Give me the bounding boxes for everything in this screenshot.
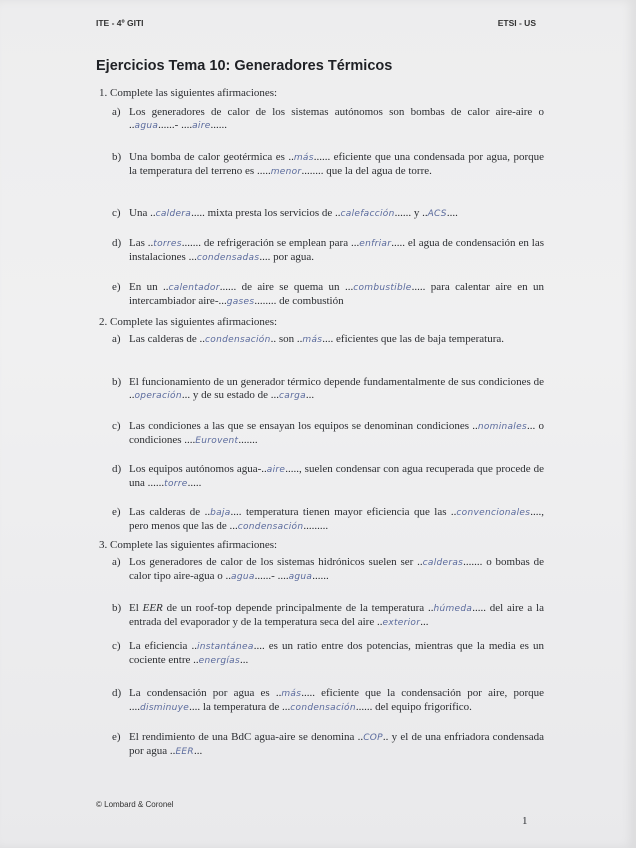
printed-text: ..... el agua de condensación en las instalaciones ... (129, 237, 544, 264)
printed-text: ......- .... (254, 570, 289, 583)
handwritten-answer: más (293, 153, 314, 163)
printed-text: Las calderas de .. (129, 506, 211, 518)
item-text (129, 106, 544, 134)
printed-text: ...... eficiente que una condensada por agua, porque la temperatura del terreno es ..... (129, 151, 544, 178)
exercise-item (112, 207, 544, 221)
printed-text: ........ de combustión (254, 295, 344, 308)
handwritten-answer: gases (226, 297, 255, 308)
printed-text: Los generadores de calor de los sistemas autónomos son bombas de calor aire-aire o .. (129, 106, 544, 132)
handwritten-answer: aire (192, 121, 211, 132)
printed-text: ....... o bombas de calor tipo aire-agua o .. (129, 556, 544, 583)
exercise-item (112, 506, 544, 535)
printed-text: .... temperatura tienen mayor eficiencia que las .. (230, 506, 457, 518)
printed-text: ....... de refrigeración se emplean para ... (181, 237, 360, 249)
printed-text: ...... (210, 119, 228, 132)
printed-text: La eficiencia .. (129, 640, 197, 652)
item-text (129, 151, 544, 180)
item-text (129, 237, 544, 266)
exercise-item (112, 687, 544, 716)
handwritten-answer: condensación (237, 522, 304, 533)
printed-text: ... (305, 389, 315, 402)
exercise-item (112, 106, 544, 134)
printed-text: ......... (303, 520, 329, 533)
printed-text: ... (193, 745, 203, 758)
printed-text: ....., suelen condensar con agua recuperada que procede de una ...... (129, 463, 544, 490)
handwritten-answer: agua (134, 121, 159, 132)
exercise-item (112, 731, 544, 760)
item-label: d) (112, 463, 122, 475)
page-number: 1 (522, 815, 528, 827)
handwritten-answer: torre (164, 479, 188, 490)
printed-text: El funcionamiento de un generador térmico depende fundamentalmente de sus condiciones de .. (129, 376, 544, 402)
header-right: ETSI - US (497, 18, 536, 28)
item-label: e) (112, 731, 121, 743)
handwritten-answer: agua (231, 572, 255, 583)
item-text (129, 602, 544, 631)
item-text (129, 376, 544, 404)
handwritten-answer: exterior (382, 618, 421, 629)
header-left: ITE - 4º GITI (96, 18, 144, 28)
printed-text: Los generadores de calor de los sistemas hidrónicos suelen ser .. (129, 556, 423, 568)
exercise-item (112, 463, 544, 492)
handwritten-answer: nominales (477, 422, 527, 432)
printed-text: ..... eficiente que la condensación por aire, porque .... (129, 687, 545, 714)
item-label: b) (112, 602, 122, 614)
printed-text: Las calderas de .. (129, 333, 206, 345)
page-title: Ejercicios Tema 10: Generadores Térmicos (96, 58, 393, 74)
handwritten-answer: calderas (422, 558, 464, 568)
handwritten-answer: condensación (205, 335, 271, 345)
item-label: d) (112, 237, 122, 249)
item-label: c) (112, 420, 121, 432)
item-text (129, 687, 544, 716)
printed-text: .... la temperatura de ... (189, 701, 291, 714)
footer-copyright: © Lombard & Coronel (96, 800, 174, 809)
printed-text: .... (446, 207, 458, 219)
printed-text: Una bomba de calor geotérmica es .. (129, 151, 294, 163)
handwritten-answer: agua (288, 572, 313, 583)
section-heading: 1. Complete las siguientes afirmaciones: (99, 87, 278, 99)
item-text (129, 556, 544, 585)
item-text (129, 420, 544, 449)
handwritten-answer: enfriar (359, 239, 392, 249)
handwritten-answer: húmeda (433, 604, 473, 614)
exercise-item (112, 237, 544, 266)
handwritten-answer: calentador (168, 283, 220, 293)
handwritten-answer: combustible (353, 283, 412, 293)
handwritten-answer: EER (175, 747, 194, 758)
printed-text: .... eficientes que las de baja temperatura. (322, 333, 505, 345)
handwritten-answer: caldera (155, 209, 192, 219)
section-heading: 2. Complete las siguientes afirmaciones: (99, 316, 278, 328)
item-text (129, 207, 544, 221)
printed-text: ...., pero menos que las de ... (129, 506, 544, 533)
printed-text: .... por agua. (259, 251, 315, 264)
handwritten-answer: convencionales (456, 508, 531, 518)
printed-text: ..... (187, 477, 202, 490)
handwritten-answer: operación (134, 391, 182, 402)
handwritten-answer: carga (279, 391, 306, 402)
printed-text: .. son .. (270, 333, 303, 345)
printed-text: ...... y .. (394, 207, 428, 219)
printed-text: ...... de aire se quema un ... (219, 281, 354, 293)
printed-text: .. y el de una enfriadora condensada por agua .. (129, 731, 544, 758)
exercise-item (112, 602, 544, 631)
exercise-item (112, 376, 544, 404)
exercise-item (112, 420, 544, 449)
printed-text: El (129, 602, 143, 614)
printed-text: ...... del equipo frigorífico. (355, 701, 472, 714)
item-text (129, 333, 544, 347)
item-label: e) (112, 281, 121, 293)
handwritten-answer: COP (363, 733, 383, 743)
handwritten-answer: disminuye (140, 703, 190, 714)
exercise-item (112, 640, 544, 669)
item-label: c) (112, 207, 121, 219)
item-label: a) (112, 333, 121, 345)
printed-text: ... o condiciones .... (129, 420, 544, 447)
handwritten-answer: más (302, 335, 323, 345)
handwritten-answer: condensadas (196, 253, 260, 264)
printed-text: ... y de su estado de ... (181, 389, 279, 402)
printed-text: ..... para calentar aire en un intercambiador aire-... (129, 281, 544, 308)
printed-text: Las .. (129, 237, 154, 249)
handwritten-answer: instantánea (196, 642, 254, 652)
item-label: a) (112, 106, 121, 118)
printed-term: EER (142, 602, 163, 614)
handwritten-answer: energías (198, 656, 240, 667)
item-text (129, 731, 544, 760)
section-heading: 3. Complete las siguientes afirmaciones: (99, 539, 278, 551)
printed-text: ...... (312, 570, 329, 583)
item-label: d) (112, 687, 122, 699)
printed-text: ....... (238, 434, 258, 447)
printed-text: .... es un ratio entre dos potencias, mientras que la media es un cociente entre .. (129, 640, 544, 667)
exercise-item (112, 151, 544, 180)
handwritten-answer: Eurovent (195, 436, 239, 447)
item-text (129, 281, 544, 310)
handwritten-answer: baja (210, 508, 231, 518)
printed-text: ........ que la del agua de torre. (301, 165, 432, 178)
handwritten-answer: torres (153, 239, 182, 249)
printed-text: de un roof-top depende principalmente de la temperatura .. (162, 602, 434, 614)
item-label: b) (112, 151, 122, 163)
exercise-item (112, 281, 544, 310)
exercise-item (112, 333, 544, 347)
handwritten-answer: calefacción (340, 209, 395, 219)
item-label: a) (112, 556, 121, 568)
item-text (129, 640, 544, 669)
handwritten-answer: más (281, 689, 302, 699)
handwritten-answer: aire (266, 465, 286, 475)
item-text (129, 506, 544, 535)
item-label: e) (112, 506, 121, 518)
printed-text: La condensación por agua es .. (129, 687, 282, 699)
printed-text: Los equipos autónomos agua-.. (129, 463, 267, 475)
printed-text: ..... del aire a la entrada del evaporador y de la temperatura seca del aire .. (129, 602, 544, 629)
printed-text: Las condiciones a las que se ensayan los equipos se denominan condiciones .. (129, 420, 478, 432)
exercise-item (112, 556, 544, 585)
handwritten-answer: menor (270, 167, 302, 178)
printed-text: ..... mixta presta los servicios de .. (191, 207, 341, 219)
item-text (129, 463, 544, 492)
printed-text: ... (239, 654, 249, 667)
handwritten-answer: ACS (427, 209, 447, 219)
item-label: c) (112, 640, 121, 652)
printed-text: ... (420, 616, 429, 629)
printed-text: El rendimiento de una BdC agua-aire se denomina .. (129, 731, 364, 743)
printed-text: ......- .... (158, 119, 193, 132)
printed-text: Una .. (129, 207, 156, 219)
printed-text: En un .. (129, 281, 169, 293)
handwritten-answer: condensación (290, 703, 356, 714)
item-label: b) (112, 376, 122, 388)
